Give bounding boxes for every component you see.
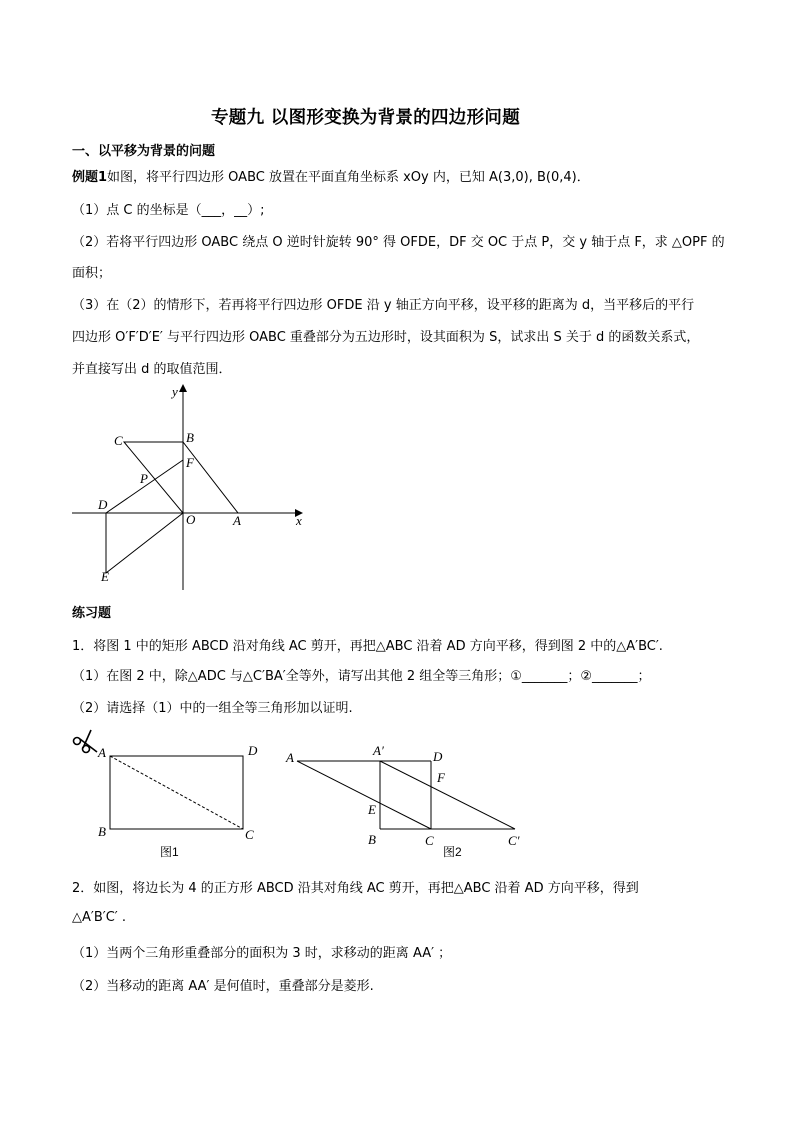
label-a: A (233, 513, 241, 528)
example-q3-line1: （3）在（2）的情形下，若再将平行四边形 OFDE 沿 y 轴正方向平移，设平移的距离为 d，当平移后的平行 (72, 298, 695, 313)
fig2-label-b: B (368, 832, 376, 847)
rectangle-figures (68, 722, 548, 867)
example-q2-line1: （2）若将平行四边形 OABC 绕点 O 逆时针旋转 90° 得 OFDE，DF 交 OC 于点 P，交 y 轴于点 F，求 △OPF 的 (72, 235, 725, 250)
label-e: E (101, 569, 109, 584)
fig1-diagonal (110, 756, 243, 829)
parallelogram-ofde (106, 513, 183, 573)
fig1-caption: 图1 (160, 845, 179, 859)
fig2-label-a: A (286, 750, 294, 765)
label-y: y (172, 384, 178, 399)
practice1-line2: （1）在图 2 中，除△ADC 与△C′BA′全等外，请写出其他 2 组全等三角形；①_______；②_______； (72, 669, 651, 684)
practice-heading: 练习题 (72, 606, 112, 621)
example-q3-line2: 四边形 O′F′D′E′ 与平行四边形 OABC 重叠部分为五边形时，设其面积为 S，试求出 S 关于 d 的函数关系式， (72, 330, 700, 345)
practice2-line2: △A′B′C′ . (72, 910, 127, 925)
label-d: D (98, 497, 108, 512)
page-title: 专题九 以图形变换为背景的四边形问题 (211, 108, 520, 128)
label-p: P (140, 471, 148, 486)
label-o: O (186, 512, 196, 527)
fig2-label-d: D (433, 749, 443, 764)
fig2-label-a2: A′ (373, 743, 384, 758)
section-heading: 一、以平移为背景的问题 (72, 144, 216, 159)
practice1-line1: 1．将图 1 中的矩形 ABCD 沿对角线 AC 剪开，再把△ABC 沿着 AD 方向平移，得到图 2 中的△A′BC′. (72, 639, 663, 654)
example-q1: （1）点 C 的坐标是（___，__）; (72, 203, 265, 218)
label-b: B (186, 430, 194, 445)
example-q3-line3: 并直接写出 d 的取值范围． (72, 362, 232, 377)
practice2-line1: 2．如图，将边长为 4 的正方形 ABCD 沿其对角线 AC 剪开，再把△ABC 沿着 AD 方向平移，得到 (72, 881, 639, 896)
fig2-label-f: F (437, 770, 445, 785)
label-f: F (186, 455, 194, 470)
scissors-icon (74, 730, 98, 753)
label-x: x (296, 513, 302, 528)
practice2-line3: （1）当两个三角形重叠部分的面积为 3 时，求移动的距离 AA′ ； (72, 946, 452, 961)
fig1-label-a: A (98, 745, 106, 760)
fig2-label-c2: C′ (508, 833, 520, 848)
fig2-a2c2-diagonal (380, 761, 515, 829)
coordinate-figure (60, 380, 320, 595)
fig2-ac-diagonal (297, 761, 431, 829)
fig2-label-c: C (425, 833, 434, 848)
practice1-line3: （2）请选择（1）中的一组全等三角形加以证明. (72, 701, 353, 716)
practice2-line4: （2）当移动的距离 AA′ 是何值时，重叠部分是菱形. (72, 979, 374, 994)
example-q2-line2: 面积； (72, 266, 112, 281)
fig1-label-c: C (245, 827, 254, 842)
example-intro (72, 166, 590, 185)
label-c: C (114, 433, 123, 448)
fig2-label-e: E (368, 802, 376, 817)
fig1-label-d: D (248, 743, 258, 758)
segment-df (106, 460, 183, 513)
example-label: 例题1 (72, 170, 108, 185)
example-intro-text: 如图，将平行四边形 OABC 放置在平面直角坐标系 xOy 内，已知 A(3,0), B(0,4)． (107, 170, 590, 185)
fig1-label-b: B (98, 824, 106, 839)
fig2-caption: 图2 (443, 845, 462, 859)
